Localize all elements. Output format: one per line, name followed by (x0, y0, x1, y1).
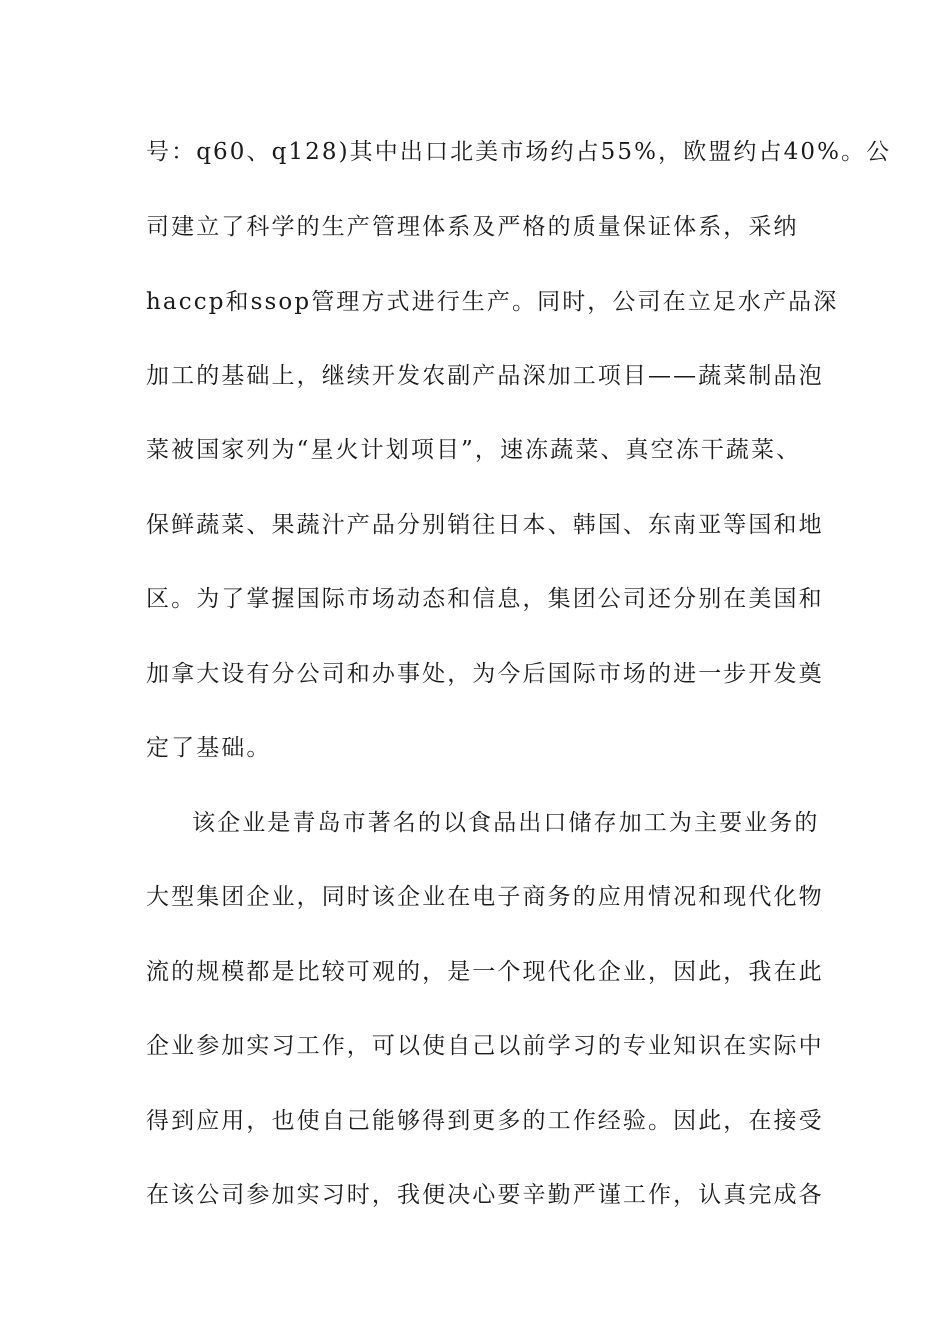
paragraph-first-line: 该企业是青岛市著名的以食品出口储存加工为主要业务的 (192, 810, 820, 836)
text-line: 加工的基础上，继续开发农副产品深加工项目——蔬菜制品泡 (146, 363, 824, 389)
text-line: 企业参加实习工作，可以使自己以前学习的专业知识在实际中 (146, 1033, 824, 1059)
text-line: 流的规模都是比较可观的，是一个现代化企业，因此，我在此 (146, 959, 824, 985)
text-line: 区。为了掌握国际市场动态和信息，集团公司还分别在美国和 (146, 586, 824, 612)
text-line: 保鲜蔬菜、果蔬汁产品分别销往日本、韩国、东南亚等国和地 (146, 512, 824, 538)
text-line: 大型集团企业，同时该企业在电子商务的应用情况和现代化物 (146, 884, 824, 910)
text-line: 司建立了科学的生产管理体系及严格的质量保证体系，采纳 (146, 214, 799, 240)
text-line: 菜被国家列为“星火计划项目”，速冻蔬菜、真空冻干蔬菜、 (146, 437, 802, 463)
text-line: 在该公司参加实习时，我便决心要辛勤严谨工作，认真完成各 (146, 1182, 824, 1208)
text-line: haccp和ssop管理方式进行生产。同时，公司在立足水产品深 (146, 289, 839, 315)
text-line: 加拿大设有分公司和办事处，为今后国际市场的进一步开发奠 (146, 661, 824, 687)
text-line: 定了基础。 (146, 735, 272, 761)
text-line: 号：q60、q128)其中出口北美市场约占55%，欧盟约占40%。公 (146, 139, 892, 165)
text-line: 得到应用，也使自己能够得到更多的工作经验。因此，在接受 (146, 1108, 824, 1134)
